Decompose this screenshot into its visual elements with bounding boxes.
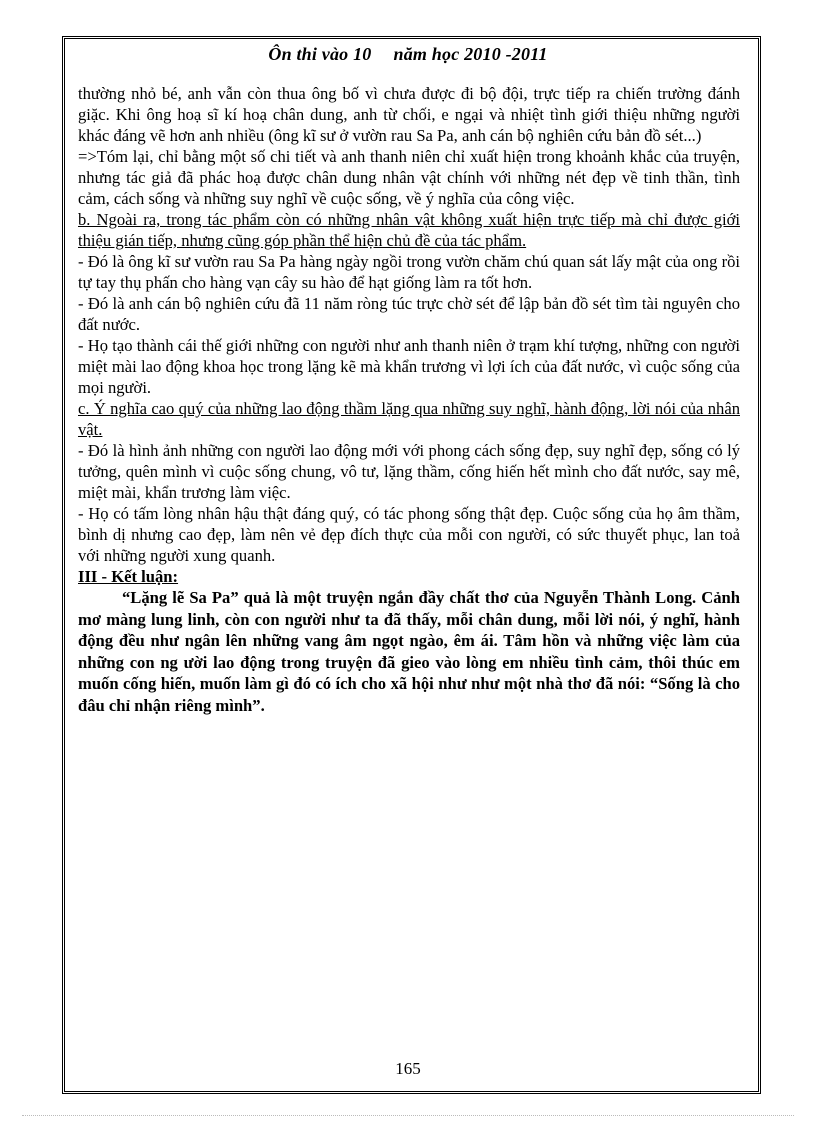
document-body [78,83,740,716]
paragraph-1: thường nhỏ bé, anh vẫn còn thua ông bố vì chưa được đi bộ đội, trực tiếp ra chiến trường đánh giặc. Khi ông hoạ sĩ kí hoạ chân dung, anh từ chối, e ngại và nhiệt tình giới thiệu những người khác đáng vẽ hơn anh nhiều (ông kĩ sư ở vườn rau Sa Pa, anh cán bộ nghiên cứu bản đồ sét...) [78,84,740,145]
paragraph-kindness: - Họ có tấm lòng nhân hậu thật đáng quý, có tác phong sống thật đẹp. Cuộc sống của họ âm thầm, bình dị nhưng cao đẹp, làm nên vẻ đẹp đích thực của mỗi con người, có sức thuyết phục, lan toả với những người xung quanh. [78,504,740,565]
bottom-dotted-rule [22,1115,794,1116]
header-right: năm học 2010 -2011 [393,44,548,64]
section-heading-conclusion: III - Kết luận: [78,567,179,586]
subheading-c: c. Ý nghĩa cao quý của những lao động thầm lặng qua những suy nghĩ, hành động, lời nói của nhân vật. [78,399,740,439]
header-left: Ôn thi vào 10 [268,44,372,64]
page-header [0,44,816,65]
subheading-b: b. Ngoài ra, trong tác phẩm còn có những nhân vật không xuất hiện trực tiếp mà chỉ được giới thiệu gián tiếp, nhưng cũng góp phần thể hiện chủ đề của tác phẩm. [78,210,740,250]
paragraph-summary: =>Tóm lại, chỉ bằng một số chi tiết và anh thanh niên chỉ xuất hiện trong khoảnh khắc của truyện, nhưng tác giả đã phác hoạ được chân dung nhân vật chính với những nét đẹp về tinh thần, tình cảm, cách sống và những suy nghĩ về cuộc sống, về ý nghĩa của công việc. [78,147,740,208]
paragraph-image: - Đó là hình ảnh những con người lao động mới với phong cách sống đẹp, suy nghĩ đẹp, sống có lý tưởng, quên mình vì cuộc sống chung, vô tư, lặng thầm, cống hiến hết mình cho đất nước, say mê, miệt mài, khẩn trương làm việc. [78,441,740,502]
paragraph-researcher: - Đó là anh cán bộ nghiên cứu đã 11 năm ròng túc trực chờ sét để lập bản đồ sét tìm tài nguyên cho đất nước. [78,294,740,334]
conclusion-paragraph: “Lặng lẽ Sa Pa” quả là một truyện ngắn đầy chất thơ của Nguyễn Thành Long. Cảnh mơ màng lung linh, còn con người như ta đã thấy, mỗi chân dung, mỗi lời nói, ý nghĩ, hành động đều như ngân lên những vang âm ngọt ngào, êm ái. Tâm hồn và những việc làm của những con ng ười lao động trong truyện đã gieo vào lòng em nhiều tình cảm, thôi thúc em muốn cống hiến, muốn làm gì đó có ích cho xã hội như như một nhà thơ đã nói: “Sống là cho đâu chỉ nhận riêng mình”. [78,588,740,715]
paragraph-engineer: - Đó là ông kĩ sư vườn rau Sa Pa hàng ngày ngồi trong vườn chăm chú quan sát lấy mật của ong rồi tự tay thụ phấn cho hàng vạn cây su hào để hạt giống làm ra tốt hơn. [78,252,740,292]
paragraph-world: - Họ tạo thành cái thế giới những con người như anh thanh niên ở trạm khí tượng, những con người miệt mài lao động khoa học trong lặng kẽ mà khẩn trương vì lợi ích của đất nước, vì cuộc sống của mọi người. [78,336,740,397]
page-number: 165 [395,1059,421,1078]
